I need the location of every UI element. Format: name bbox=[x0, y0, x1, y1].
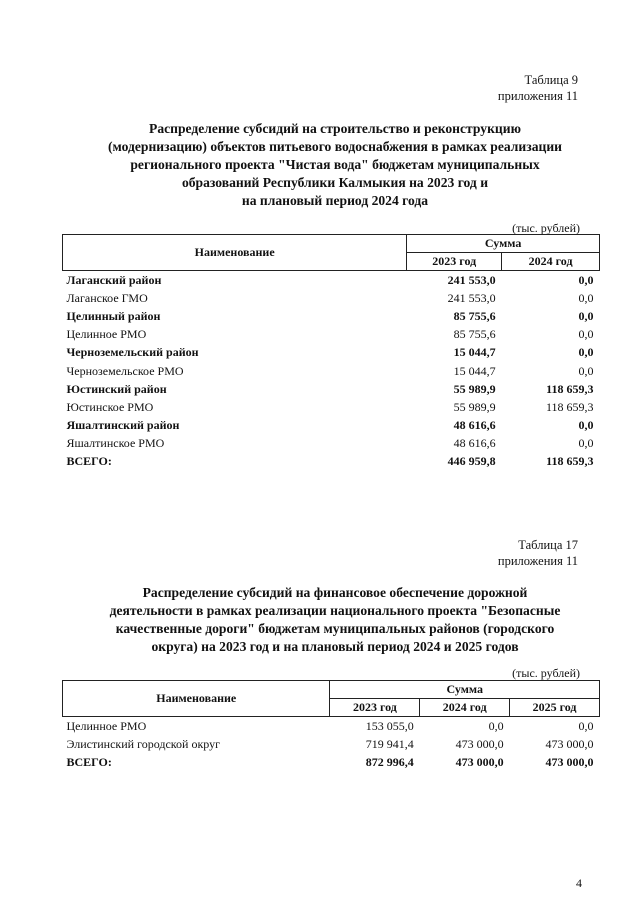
table-row bbox=[63, 717, 600, 736]
row-name: Черноземельское РМО bbox=[66, 363, 184, 378]
table9-title-line: Распределение субсидий на строительство и реконструкцию bbox=[149, 121, 521, 136]
table9-header-sum: Сумма bbox=[407, 235, 600, 253]
row-name: ВСЕГО: bbox=[66, 454, 112, 469]
row-value-2023: 48 616,6 bbox=[453, 418, 496, 433]
row-value-2023: 15 044,7 bbox=[453, 363, 496, 378]
table-row bbox=[63, 307, 600, 325]
row-value-2024: 118 659,3 bbox=[545, 399, 594, 414]
row-value-2023: 55 989,9 bbox=[453, 399, 496, 414]
row-value-2024: 0,0 bbox=[578, 327, 594, 342]
row-name: Лаганское ГМО bbox=[66, 290, 148, 305]
table17-header-year: 2025 год bbox=[510, 699, 600, 717]
row-value-2023: 153 055,0 bbox=[365, 718, 414, 733]
row-name: Яшалтинское РМО bbox=[66, 436, 165, 451]
table-row bbox=[63, 398, 600, 416]
row-value-2024: 0,0 bbox=[578, 363, 594, 378]
row-value-2024: 0,0 bbox=[578, 308, 594, 323]
table-row bbox=[63, 435, 600, 453]
table-row-total bbox=[63, 453, 600, 471]
row-name: Элистинский городской округ bbox=[66, 736, 221, 751]
row-name: Целинное РМО bbox=[66, 718, 147, 733]
row-value-2023: 241 553,0 bbox=[447, 272, 496, 287]
row-name: Целинное РМО bbox=[66, 327, 147, 342]
row-value-2025: 473 000,0 bbox=[545, 736, 594, 751]
table17-title-line: Распределение субсидий на финансовое обеспечение дорожной bbox=[142, 585, 528, 600]
row-name: Лаганский район bbox=[66, 272, 162, 287]
table17-header-name: Наименование bbox=[63, 681, 330, 717]
row-value-2023: 55 989,9 bbox=[453, 381, 496, 396]
table9-header-year: 2024 год bbox=[502, 253, 600, 271]
row-value-2024: 0,0 bbox=[488, 718, 504, 733]
table-row bbox=[63, 271, 600, 290]
table9-title-line: (модернизацию) объектов питьевого водоснабжения в рамках реализации bbox=[107, 139, 563, 154]
table17-caption-appendix: приложения 11 bbox=[497, 554, 578, 568]
table-row bbox=[63, 380, 600, 398]
table9 bbox=[62, 234, 600, 471]
row-name: Целинный район bbox=[66, 308, 161, 323]
table17-title-line: округа) на 2023 год и на плановый период 2024 и 2025 годов bbox=[151, 639, 519, 654]
table17-caption-number: Таблица 17 bbox=[518, 538, 578, 552]
table17 bbox=[62, 680, 600, 772]
table17-title-line: деятельности в рамках реализации национального проекта "Безопасные bbox=[109, 603, 561, 618]
row-name: Юстинский район bbox=[66, 381, 167, 396]
row-value-2024: 473 000,0 bbox=[455, 736, 504, 751]
table9-title-line: регионального проекта "Чистая вода" бюджетам муниципальных bbox=[130, 157, 540, 172]
page-number: 4 bbox=[576, 876, 582, 890]
row-value-2023: 719 941,4 bbox=[365, 736, 414, 751]
row-value-2024: 0,0 bbox=[578, 272, 594, 287]
row-value-2023: 446 959,8 bbox=[447, 454, 496, 469]
row-value-2023: 85 755,6 bbox=[453, 308, 496, 323]
row-value-2024: 0,0 bbox=[578, 418, 594, 433]
row-value-2023: 85 755,6 bbox=[453, 327, 496, 342]
table17-header-sum: Сумма bbox=[330, 681, 600, 699]
table9-caption-appendix: приложения 11 bbox=[497, 89, 578, 103]
row-name: Яшалтинский район bbox=[66, 418, 180, 433]
table9-title-line: на плановый период 2024 года bbox=[241, 193, 429, 208]
row-value-2024: 0,0 bbox=[578, 436, 594, 451]
table9-title bbox=[40, 120, 630, 210]
table17-header-year: 2023 год bbox=[330, 699, 420, 717]
table-row bbox=[63, 417, 600, 435]
table17-header-year: 2024 год bbox=[420, 699, 510, 717]
row-value-2025: 0,0 bbox=[578, 718, 594, 733]
table17-title bbox=[40, 584, 630, 656]
row-value-2023: 15 044,7 bbox=[453, 345, 496, 360]
table-row bbox=[63, 289, 600, 307]
table9-header-name: Наименование bbox=[63, 235, 407, 271]
table9-units: (тыс. рублей) bbox=[512, 221, 580, 235]
row-value-2024: 0,0 bbox=[578, 345, 594, 360]
table17-caption bbox=[380, 537, 578, 569]
row-value-2023: 872 996,4 bbox=[365, 754, 414, 769]
table-row bbox=[63, 326, 600, 344]
table9-header-year: 2023 год bbox=[407, 253, 502, 271]
table-row bbox=[63, 362, 600, 380]
row-value-2025: 473 000,0 bbox=[545, 754, 594, 769]
table-row-total bbox=[63, 753, 600, 771]
row-value-2024: 118 659,3 bbox=[546, 454, 594, 469]
row-name: ВСЕГО: bbox=[66, 754, 112, 769]
row-name: Юстинское РМО bbox=[66, 399, 154, 414]
table-row bbox=[63, 344, 600, 362]
table9-caption-number: Таблица 9 bbox=[524, 73, 578, 87]
row-value-2024: 473 000,0 bbox=[455, 754, 504, 769]
row-value-2024: 0,0 bbox=[578, 290, 594, 305]
row-value-2023: 48 616,6 bbox=[453, 436, 496, 451]
row-value-2023: 241 553,0 bbox=[447, 290, 496, 305]
table-row bbox=[63, 735, 600, 753]
table9-caption bbox=[380, 72, 578, 104]
table17-units: (тыс. рублей) bbox=[512, 666, 580, 680]
row-name: Черноземельский район bbox=[66, 345, 199, 360]
table17-title-line: качественные дороги" бюджетам муниципальных районов (городского bbox=[115, 621, 555, 636]
row-value-2024: 118 659,3 bbox=[546, 381, 594, 396]
table9-title-line: образований Республики Калмыкия на 2023 год и bbox=[181, 175, 489, 190]
